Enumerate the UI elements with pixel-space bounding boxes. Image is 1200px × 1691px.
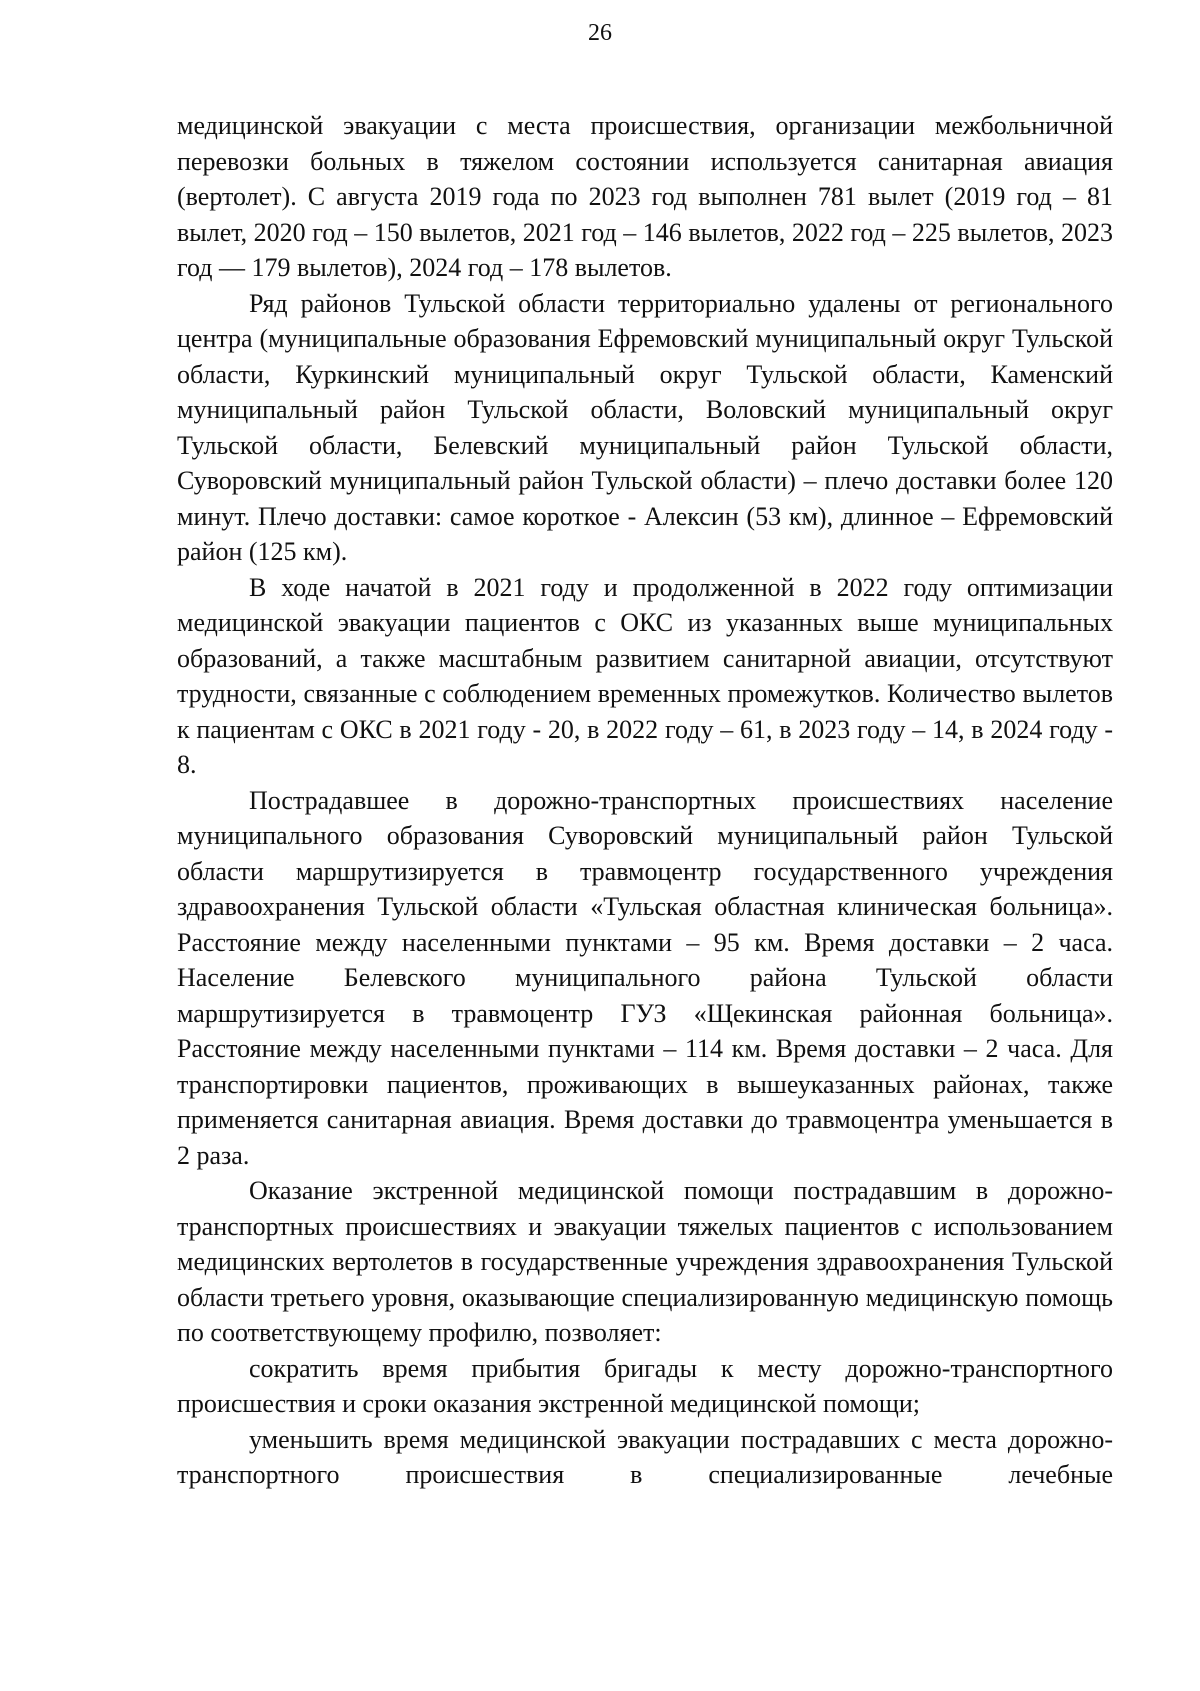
paragraph-road-accident-routing: Пострадавшее в дорожно-транспортных происшествиях население муниципального образования Суворовский муниципальный район Тульской области маршрутизируется в травмоцентр государственного учреждения здравоохранения Тульской области «Тульская областная клиническая больница». Расстояние между населенными пунктами – 95 км. Время доставки – 2 часа. Население Белевского муниципального района Тульской области маршрутизируется в травмоцентр ГУЗ «Щекинская районная больница». Расстояние между населенными пунктами – 114 км. Время доставки – 2 часа. Для транспортировки пациентов, проживающих в вышеуказанных районах, также применяется санитарная авиация. Время доставки до травмоцентра уменьшается в 2 раза.	[177, 785, 1113, 1170]
document-body	[177, 108, 1113, 1493]
paragraph-continuation: медицинской эвакуации с места происшествия, организации межбольничной перевозки больных в тяжелом состоянии используется санитарная авиация (вертолет). С августа 2019 года по 2023 год выполнен 781 вылет (2019 год – 81 вылет, 2020 год – 150 вылетов, 2021 год – 146 вылетов, 2022 год – 225 вылетов, 2023 год — 179 вылетов), 2024 год – 178 вылетов.	[177, 111, 1113, 282]
paragraph-oks-evacuation: В ходе начатой в 2021 году и продолженной в 2022 году оптимизации медицинской эвакуации пациентов с ОКС из указанных выше муниципальных образований, а также масштабным развитием санитарной авиации, отсутствуют трудности, связанные с соблюдением временных промежутков. Количество вылетов к пациентам с ОКС в 2021 году - 20, в 2022 году – 61, в 2023 году – 14, в 2024 году - 8.	[177, 572, 1113, 779]
paragraph-remote-districts: Ряд районов Тульской области территориально удалены от регионального центра (муниципальные образования Ефремовский муниципальный округ Тульской области, Куркинский муниципальный округ Тульской области, Каменский муниципальный район Тульской области, Воловский муниципальный округ Тульской области, Белевский муниципальный район Тульской области, Суворовский муниципальный район Тульской области) – плечо доставки более 120 минут. Плечо доставки: самое короткое - Алексин (53 км), длинное – Ефремовский район (125 км).	[177, 288, 1113, 566]
list-item-reduce-evacuation-time: уменьшить время медицинской эвакуации пострадавших с места дорожно-транспортного происшествия в специализированные лечебные	[177, 1424, 1113, 1489]
paragraph-emergency-helicopters: Оказание экстренной медицинской помощи пострадавшим в дорожно-транспортных происшествиях и эвакуации тяжелых пациентов с использованием медицинских вертолетов в государственные учреждения здравоохранения Тульской области третьего уровня, оказывающие специализированную медицинскую помощь по соответствующему профилю, позволяет:	[177, 1176, 1113, 1347]
list-item-reduce-arrival-time: сократить время прибытия бригады к месту дорожно-транспортного происшествия и сроки оказания экстренной медицинской помощи;	[177, 1353, 1113, 1418]
page-number: 26	[588, 20, 612, 46]
